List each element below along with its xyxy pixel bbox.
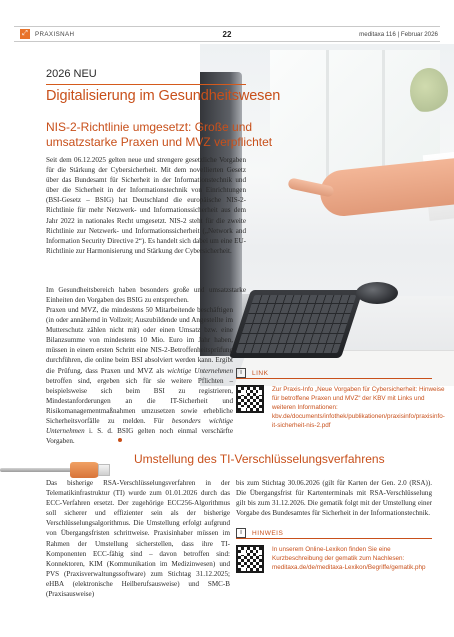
plant-image	[410, 68, 448, 114]
hint-box	[236, 528, 432, 573]
qr-code-icon[interactable]	[236, 545, 264, 573]
section-2-column-1: Das bisherige RSA-Verschlüsselungsverfahren in der Telematikinfrastruktur (TI) wurde zum 01.01.2026 durch das ECC-Verfahren ersetzt. Der zugehörige ECC256-Algorithmus soll sicherer und effizienter sein als der bisherige Verschlüsselungsalgorithmus. Die Umstellung erfolgt aufgrund von Übergangsfristen schrittweise. Praxisinhaber müssen im Rahmen der Umstellung sicherstellen, dass ihre TI-Komponenten ECC-fähig sind – davon betroffen sind: Konnektoren, KIM (Kommunikation im Medizinwesen) und PVS (Praxisverwaltungssoftware) zum Stichtag 31.12.2025; eHBA (elektronische Heilberufsausweise) und SMC-B (Praxisausweise)	[46, 479, 230, 599]
hint-box-label: HINWEIS	[252, 529, 284, 537]
section-marker-icon: ⤢	[20, 29, 30, 39]
mouse-image	[356, 282, 398, 304]
info-box-icon: i	[236, 368, 246, 378]
hint-box-header	[236, 528, 432, 539]
hint-box-text[interactable]: In unserem Online-Lexikon finden Sie eine Kurzbeschreibung der gematik zum Nachlesen: meditaxa.de/de/meditaxa-Lexikon/Begriffe/gematik.php	[272, 546, 426, 571]
link-box-label: LINK	[252, 369, 269, 377]
paragraph-1: Seit dem 06.12.2025 gelten neue und strengere gesetzliche Vorgaben für die Stärkung der Cybersicherheit. Mit dem novellierten Gesetz über das Bundesamt für Sicherheit in der Informationstechnik und über die Sicherheit in der Informationstechnik von Einrichtungen (BSI-Gesetz – BSIG) hat Deutschland die europäische NIS-2-Richtlinie für mehr Netzwerk- und Informationssicherheit aus dem Jahr 2022 in nationales Recht umgesetzt. NIS-2 steht für die zweite Richtlinie zur Netzwerk- und Informationssicherheit („Network and Information Security Directive 2“). Es handelt sich dabei um eine EU-Richtlinie zur Harmonisierung und Stärkung der Cybersicherheit.	[46, 156, 246, 255]
info-box-icon: i	[236, 528, 246, 538]
emphasis-wichtige-unternehmen: wichtige Unternehmen	[167, 366, 233, 375]
keyboard-image	[229, 290, 363, 358]
link-box	[236, 368, 445, 430]
section-2-column-2: bis zum Stichtag 30.06.2026 (gilt für Karten der Gen. 2.0 (RSA)). Die Übergangsfrist für Kartenterminals mit RSA-Verschlüsselung gilt bis zum 31.12.2026. Die gematik folgt mit der Umstellung einer Vorgabe des Bundesamtes für Sicherheit in der Informationstechnik.	[236, 479, 432, 518]
link-box-header	[236, 368, 432, 379]
section-2-title: Umstellung des TI-Verschlüsselungsverfahrens	[134, 452, 385, 466]
article-subtitle: NIS-2-Richtlinie umgesetzt: Große und umsatzstarke Praxen und MVZ verpflichtet	[46, 120, 273, 149]
paragraph-2: Im Gesundheitsbereich haben besonders große und umsatzstarke Einheiten den Vorgaben des BSIG zu entsprechen.	[46, 286, 246, 305]
paragraph-3: Praxen und MVZ, die mindestens 50 Mitarbeitende beschäftigen (in oder annähernd in Vollzeit; Auszubildende und Angestellte im Mutterschutz zählen nicht mit) oder einen Umsatz bzw. eine Bilanzsumme von mindestens 10 Mio. Euro im Jahr haben, müssen in einem ersten Schritt eine NIS-2-Betroffenheitsprüfung durchführen, die online beim BSI absolviert werden kann. Ergibt die Prüfung, dass Praxen und MVZ als wichtige Unternehmen betroffen sind, ergeben sich für sie weitere Pflichten – beispielsweise sich beim BSI zu registrieren, Mindestanforderungen an die IT-Sicherheit und Risikomanagementmaßnahmen umzusetzen sowie erhebliche Sicherheitsvorfälle zu melden. Für besonders wichtige Unternehmen i. S. d. BSIG gelten noch einmal verschärfte Vorgaben.	[46, 306, 234, 446]
section-name: PRAXISNAH	[35, 30, 75, 38]
article-title: Digitalisierung im Gesundheitswesen	[46, 88, 281, 104]
page-number: 22	[222, 29, 232, 39]
article-tag: 2026 NEU	[46, 68, 97, 80]
issue-label: meditaxa 116 | Februar 2026	[359, 30, 438, 38]
emphasis-besonders-wichtige-unternehmen: besonders wichtige Unternehmen	[46, 417, 234, 436]
qr-code-icon[interactable]	[236, 385, 264, 413]
link-box-text[interactable]: Zur Praxis-Info „Neue Vorgaben für Cybersicherheit: Hinweise für betroffene Praxen und MVZ“ der KBV mit Links und weiteren Informationen: kbv.de/documents/infothek/publikationen/praxisinfo/praxisinfo-it-sicherheit-nis-2.pdf	[272, 386, 445, 429]
bullet-icon	[118, 438, 122, 442]
tag-divider	[46, 84, 246, 85]
page-header	[14, 26, 440, 42]
